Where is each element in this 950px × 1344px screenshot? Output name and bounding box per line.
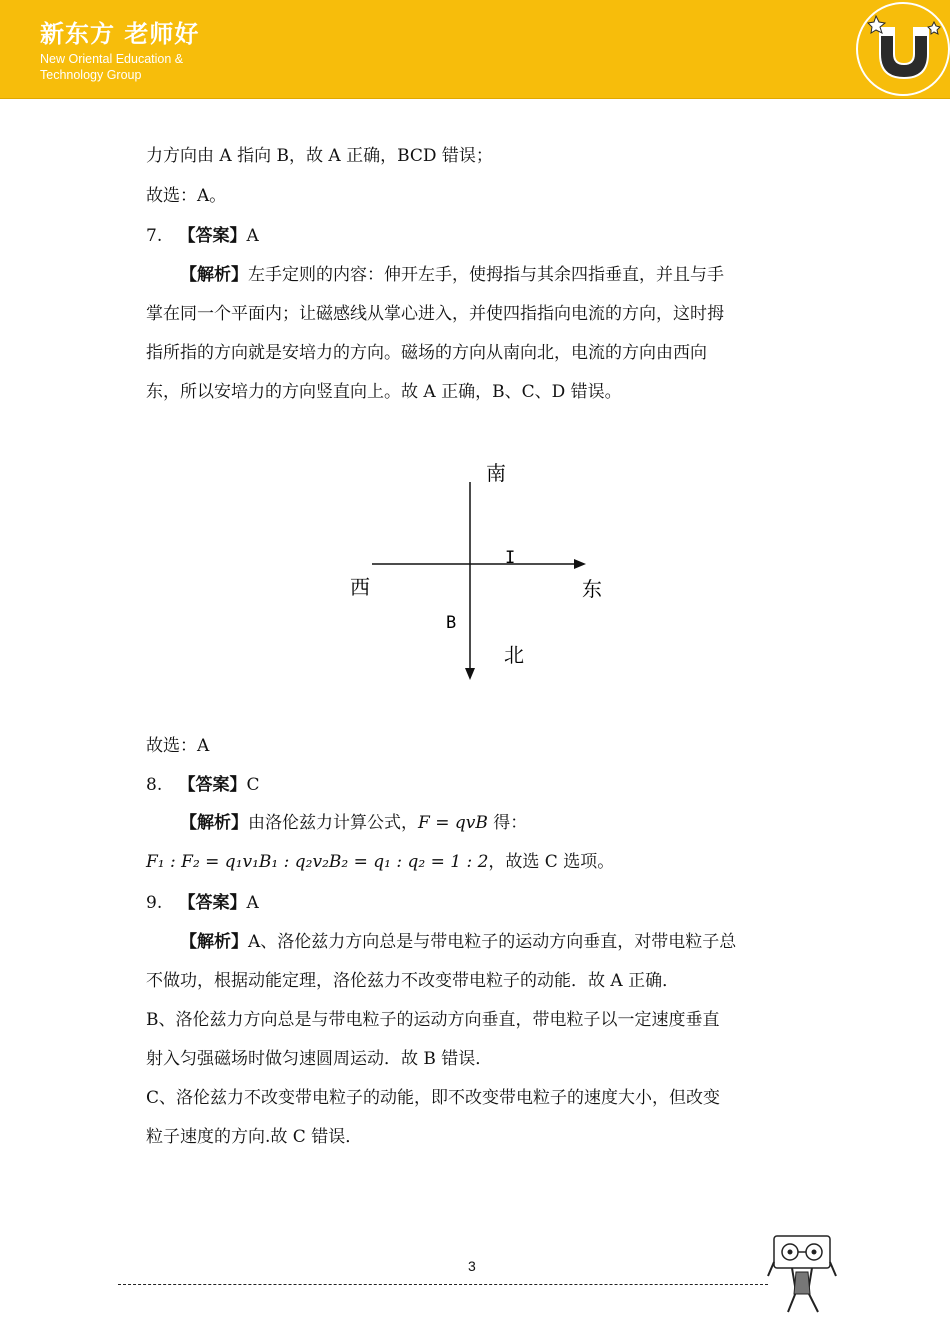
q9-line-3: B、洛伦兹力方向总是与带电粒子的运动方向垂直，带电粒子以一定速度垂直: [146, 1010, 720, 1030]
q8-ratio-formula: F₁ : F₂ = q₁v₁B₁ : q₂v₂B₂ = q₁ : q₂ = 1 : 2: [146, 852, 489, 872]
q7-answer-value: A: [246, 226, 259, 246]
brand-en-line-2: Technology Group: [40, 68, 142, 82]
mascot-icon: [766, 1232, 838, 1318]
label-west: 西: [350, 575, 370, 599]
q9-answer-value: A: [246, 893, 259, 913]
label-east: 东: [582, 577, 602, 601]
q9-line-1: A、洛伦兹力方向总是与带电粒子的运动方向垂直，对带电粒子总: [248, 932, 737, 952]
q8-analysis-1: [180, 811, 527, 835]
field-arrow-head: [465, 668, 475, 680]
page-number: 3: [468, 1258, 476, 1274]
q7-analysis-3: 指所指的方向就是安培力的方向。磁场的方向从南向北，电流的方向由西向: [146, 343, 707, 363]
q9-line-5: C、洛伦兹力不改变带电粒子的动能，即不改变带电粒子的速度大小，但改变: [146, 1088, 721, 1108]
q7-answer: [146, 224, 259, 248]
footer-divider: [118, 1284, 768, 1285]
q8-analysis-text-1: 由洛伦兹力计算公式，: [248, 813, 418, 833]
q7-analysis-2: 掌在同一个平面内；让磁感线从掌心进入，并使四指指向电流的方向，这时拇: [146, 304, 724, 324]
q9-line-2: 不做功，根据动能定理，洛伦兹力不改变带电粒子的动能．故 A 正确．: [146, 971, 680, 991]
q7-choose: 故选：A: [146, 736, 210, 756]
q8-analysis-label: 【解析】: [180, 813, 248, 833]
q7-answer-label: 【答案】: [178, 226, 247, 246]
brand-name-cn: 新东方 老师好: [40, 20, 200, 48]
q8-answer-value: C: [246, 775, 260, 795]
q8-answer-label: 【答案】: [178, 775, 247, 795]
q8-analysis-text-2: ，故选 C 选项。: [488, 852, 615, 872]
q8-analysis-text-1b: 得：: [487, 813, 528, 833]
q7-analysis-1: [180, 263, 724, 287]
q8-formula: F = qvB: [418, 813, 488, 833]
current-arrow-head: [574, 559, 586, 569]
direction-diagram: [340, 450, 620, 690]
q9-line-4: 射入匀强磁场时做匀速圆周运动．故 B 错误．: [146, 1049, 493, 1069]
label-current: I: [505, 548, 516, 568]
q8-answer: [146, 773, 259, 797]
magnet-logo-icon: [856, 2, 950, 96]
q7-analysis-4: 东，所以安培力的方向竖直向上。故 A 正确，B、C、D 错误。: [146, 382, 622, 402]
q8-analysis-2: [146, 850, 614, 874]
q8-number: 8.: [146, 775, 163, 795]
q9-number: 9.: [146, 893, 163, 913]
page-header: [0, 0, 950, 99]
label-field: B: [446, 613, 457, 633]
q9-answer-label: 【答案】: [178, 893, 247, 913]
q9-analysis-label: 【解析】: [180, 932, 248, 952]
label-south: 南: [486, 461, 506, 485]
q9-line-6: 粒子速度的方向.故 C 错误．: [146, 1127, 363, 1147]
body-line-1: 力方向由 A 指向 B，故 A 正确，BCD 错误；: [146, 146, 493, 166]
brand-en-line-1: New Oriental Education &: [40, 52, 184, 66]
body-line-2: 故选：A。: [146, 186, 227, 206]
q9-analysis-1: [180, 930, 736, 954]
q7-analysis-text-1: 左手定则的内容：伸开左手，使拇指与其余四指垂直，并且与手: [248, 265, 724, 285]
brand-name-en: [40, 51, 240, 83]
q9-answer: [146, 891, 259, 915]
q7-number: 7.: [146, 226, 163, 246]
q7-analysis-label: 【解析】: [180, 265, 248, 285]
label-north: 北: [504, 643, 524, 667]
